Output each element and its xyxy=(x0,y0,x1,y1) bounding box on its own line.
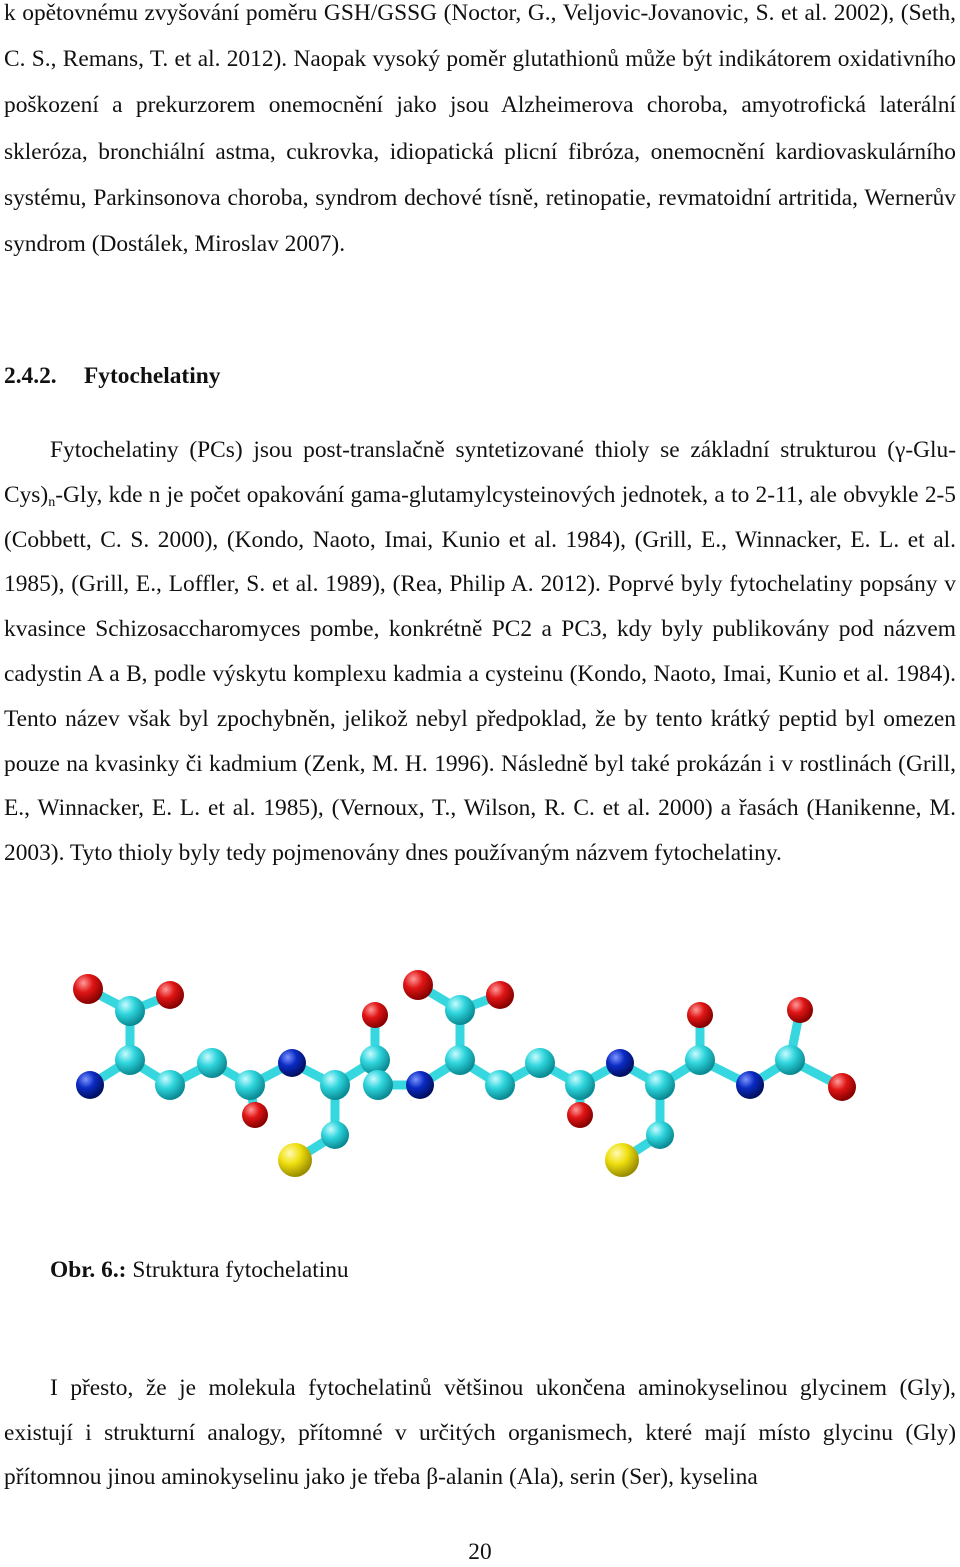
paragraph-phytochelatins-part-b: -Gly, kde n je počet opakování gama-glutamylcysteinových jednotek, a to 2-11, ale obvykle 2-5 (Cobbett, C. S. 2000), (Kondo, Naoto, Imai, Kunio et al. 1984), (Grill, E., Winnacker, E. L. et al. 1985), (Grill, E., Loffler, S. et al. 1989), (Rea, Philip A. 2012). Poprvé byly fytochelatiny popsány v kvasince Schizosaccharomyces pombe, konkrétně PC2 a PC3, kdy byly publikovány pod názvem cadystin A a B, podle výskytu komplexu kadmia a cysteinu (Kondo, Naoto, Imai, Kunio et al. 1984). Tento název však byl zpochybněn, jelikož nebyl předpoklad, že by tento krátký peptid byl omezen pouze na kvasinky či kadmium (Zenk, M. H. 1996). Následně byl také prokázán i v rostlinách (Grill, E., Winnacker, E. L. et al. 1985), (Vernoux, T., Wilson, R. C. et al. 2000) a řasách (Hanikenne, M. 2003). Tyto thioly byly tedy pojmenovány dnes používaným názvem fytochelatiny. xyxy=(4,481,956,867)
carbon-atom xyxy=(445,1045,475,1075)
carbon-atom xyxy=(197,1048,227,1078)
carbon-atom xyxy=(321,1121,349,1149)
carbon-atom xyxy=(485,1070,515,1100)
carbon-atom xyxy=(565,1070,595,1100)
nitrogen-atom xyxy=(736,1071,764,1099)
nitrogen-atom xyxy=(76,1071,104,1099)
section-number: 2.4.2. xyxy=(4,363,57,389)
carbon-atom xyxy=(155,1070,185,1100)
oxygen-atom xyxy=(73,974,103,1004)
carbon-atom xyxy=(775,1045,805,1075)
carbon-atom xyxy=(445,995,475,1025)
paragraph-analogs-text: I přesto, že je molekula fytochelatinů většinou ukončena aminokyselinou glycinem (Gly), existují i strukturní analogy, přítomné v určitých organismech, které mají místo glycinu (Gly) přítomnou jinou aminokyselinu jako je třeba β-alanin (Ala), serin (Ser), kyselina xyxy=(4,1375,956,1491)
oxygen-atom xyxy=(567,1102,593,1128)
carbon-atom xyxy=(115,996,145,1026)
nitrogen-atom xyxy=(278,1049,306,1077)
carbon-atom xyxy=(685,1045,715,1075)
paragraph-phytochelatins xyxy=(4,428,956,876)
oxygen-atom xyxy=(828,1073,856,1101)
sulfur-atom xyxy=(278,1143,312,1177)
figure-phytochelatin-structure xyxy=(60,955,880,1195)
oxygen-atom xyxy=(486,981,514,1009)
section-heading xyxy=(4,360,220,392)
carbon-atom xyxy=(320,1070,350,1100)
figure-caption-text: Struktura fytochelatinu xyxy=(126,1257,349,1283)
oxygen-atom xyxy=(687,1002,713,1028)
carbon-atom xyxy=(525,1048,555,1078)
figure-caption-label: Obr. 6.: xyxy=(50,1257,127,1283)
oxygen-atom xyxy=(787,997,813,1023)
molecule-ball-and-stick-image xyxy=(60,955,880,1195)
nitrogen-atom xyxy=(606,1049,634,1077)
nitrogen-atom xyxy=(406,1071,434,1099)
subscript-n: n xyxy=(48,494,56,510)
oxygen-atom xyxy=(242,1102,268,1128)
carbon-atom xyxy=(115,1045,145,1075)
paragraph-phytochelatins-part-a: Fytochelatiny (PCs) jsou post-translačně syntetizované thioly se základní strukturou (γ-Glu-Cys) xyxy=(4,437,956,508)
oxygen-atom xyxy=(156,981,184,1009)
paragraph-glutathione: k opětovnému zvyšování poměru GSH/GSSG (Noctor, G., Veljovic-Jovanovic, S. et al. 2002), (Seth, C. S., Remans, T. et al. 2012). Naopak vysoký poměr glutathionů může být indikátorem oxidativního poškození a prekurzorem onemocnění jako jsou Alzheimerova choroba, amyotrofická laterální skleróza, bronchiální astma, cukrovka, idiopatická plicní fibróza, onemocnění kardiovaskulárního systému, Parkinsonova choroba, syndrom dechové tísně, retinopatie, revmatoidní artritida, Wernerův syndrom (Dostálek, Miroslav 2007). xyxy=(4,0,956,258)
carbon-atom xyxy=(645,1070,675,1100)
page-number: 20 xyxy=(468,1539,492,1565)
oxygen-atom xyxy=(362,1002,388,1028)
carbon-atom xyxy=(363,1070,393,1100)
sulfur-atom xyxy=(605,1143,639,1177)
oxygen-atom xyxy=(403,970,433,1000)
carbon-atom xyxy=(235,1070,265,1100)
paragraph-analogs xyxy=(4,1366,956,1500)
section-title: Fytochelatiny xyxy=(84,363,221,389)
figure-caption xyxy=(50,1254,349,1286)
carbon-atom xyxy=(646,1121,674,1149)
